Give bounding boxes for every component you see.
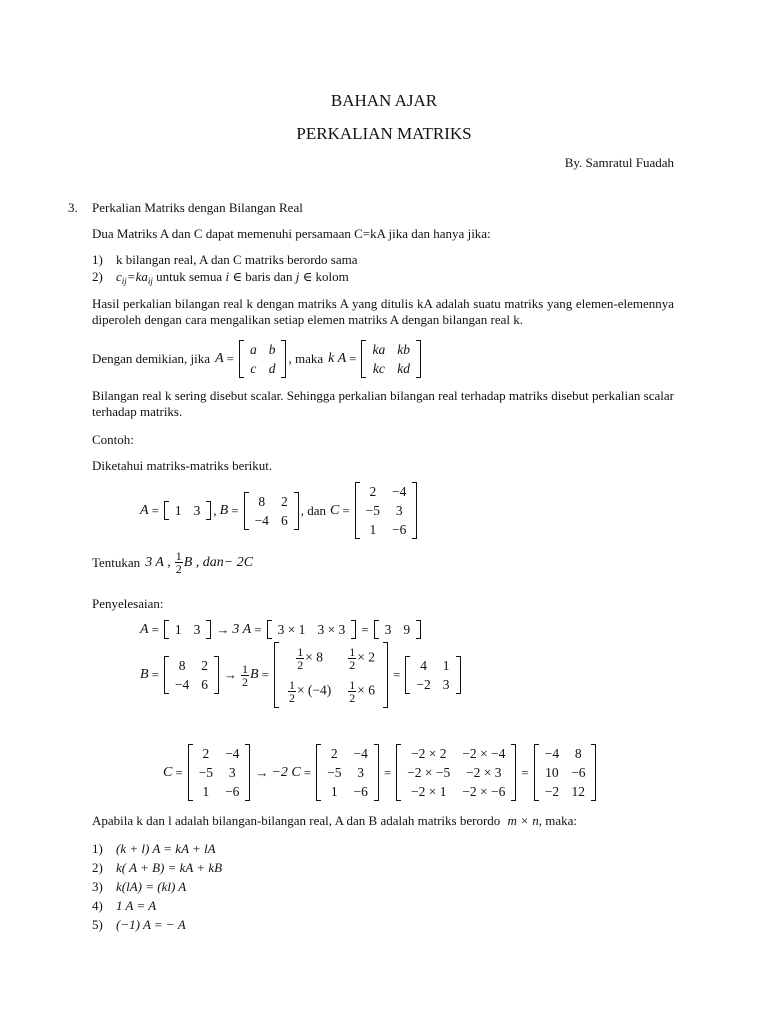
- property-item-5: [92, 917, 186, 933]
- property-formula: k(lA) = (kl) A: [116, 879, 187, 894]
- apabila-text: Apabila k dan l adalah bilangan-bilangan real, A dan B adalah matriks berordo: [92, 813, 501, 828]
- demikian-text: Dengan demikian, jika: [92, 351, 211, 366]
- matrix-half-b-steps: $\frac{1}{2}$ × 8 $\frac{1}{2}$ × 2 $\frac{1}{2}$ × (−4) $\frac{1}{2}$ × 6: [274, 642, 388, 708]
- matrix-ka-general: ka kb kc kd: [361, 340, 421, 378]
- property-formula: (−1) A = − A: [116, 917, 186, 932]
- matrix-minus-2c-steps: −2 × 2 −2 × −4 −2 × −5 −2 × 3 −2 × 1 −2 × −6: [396, 744, 516, 801]
- given-matrices: A = 1 3 , B = 8 2 −4 6 , dan C = 2 −4 −5 3 1 −6: [140, 482, 419, 539]
- matrix-a-general: a b c d: [239, 340, 287, 378]
- solution-minus-2c: C = 2 −4 −5 3 1 −6 → −2 C = 2 −4 −5 3 1 −6 = −2 × 2 −2 × −4 −2 × −5 −2 × 3 −2 × 1 −2 × −6 = −4 8 10 −6 −2 12: [163, 744, 598, 801]
- property-item-2: [92, 860, 223, 876]
- condition-item-1: [92, 252, 358, 268]
- property-item-3: [92, 879, 187, 895]
- condition-text-a: untuk semua: [156, 269, 223, 284]
- index-i: i: [225, 269, 230, 284]
- property-number: 5): [92, 917, 103, 932]
- property-item-4: [92, 898, 157, 914]
- intro-text: Dua Matriks A dan C dapat memenuhi persamaan C=kA jika dan hanya jika:: [92, 226, 491, 241]
- contoh-label: Contoh:: [92, 432, 134, 447]
- property-number: 4): [92, 898, 103, 913]
- property-formula: 1 A = A: [116, 898, 157, 913]
- solution-3a: A = 1 3 → 3 A = 3 × 1 3 × 3 = 3 9: [140, 620, 423, 639]
- matrix-c-solution: 2 −4 −5 3 1 −6: [188, 744, 251, 801]
- apabila-end: , maka:: [538, 813, 577, 828]
- matrix-b-solution: 8 2 −4 6: [164, 656, 219, 694]
- property-number: 1): [92, 841, 103, 856]
- dan-text: , dan: [300, 502, 326, 518]
- property-item-1: [92, 841, 216, 857]
- matrix-a: 1 3: [164, 501, 212, 520]
- maka-text: , maka: [288, 351, 324, 366]
- property-formula: k( A + B) = kA + kB: [116, 860, 223, 875]
- matrix-3a-steps: 3 × 1 3 × 3: [267, 620, 357, 639]
- apabila-line: Apabila k dan l adalah bilangan-bilangan real, A dan B adalah matriks berordo m × n, maka:: [92, 813, 577, 828]
- property-number: 2): [92, 860, 103, 875]
- matrix-minus-2c-result: −4 8 10 −6 −2 12: [534, 744, 597, 801]
- matrix-b: 8 2 −4 6: [244, 492, 299, 530]
- document-subtitle: PERKALIAN MATRIKS: [296, 124, 472, 143]
- condition-text-b: baris dan: [245, 269, 293, 284]
- condition-item-2: 2) $c_{ij}=ka_{ij}$ untuk semua i ∈ baris dan j ∈ kolom: [92, 269, 349, 286]
- matrix-c: 2 −4 −5 3 1 −6: [355, 482, 418, 539]
- task-line: Tentukan 3 A , $\frac{1}{2}$ B , dan− 2C: [92, 549, 254, 576]
- condition-number: 2): [92, 269, 103, 284]
- property-number: 3): [92, 879, 103, 894]
- diketahui-text: Diketahui matriks-matriks berikut.: [92, 458, 273, 473]
- tentukan-text: Tentukan: [92, 554, 141, 570]
- section-heading: Perkalian Matriks dengan Bilangan Real: [92, 200, 303, 215]
- formula-cij: $c_{ij}=ka_{ij}$: [116, 269, 153, 286]
- section-number: 3.: [68, 200, 78, 215]
- property-formula: (k + l) A = kA + lA: [116, 841, 216, 856]
- solution-half-b: B = 8 2 −4 6 → $\frac{1}{2}$ B = $\frac{1}{2}$ × 8 $\frac{1}{2}$ × 2 $\frac{1}{2}$ × (−4) $\frac{1}{2}$ × 6 = 4 1 −2 3: [140, 642, 463, 708]
- document-title: BAHAN AJAR: [330, 91, 438, 110]
- matrix-half-b-result: 4 1 −2 3: [405, 656, 460, 694]
- index-j: j: [295, 269, 300, 284]
- matrix-c-copy: 2 −4 −5 3 1 −6: [316, 744, 379, 801]
- condition-number: 1): [92, 252, 103, 267]
- matrix-a-solution: 1 3: [164, 620, 212, 639]
- condition-text: k bilangan real, A dan C matriks berordo sama: [116, 252, 358, 267]
- matrix-3a-result: 3 9: [374, 620, 422, 639]
- penyelesaian-label: Penyelesaian:: [92, 596, 164, 611]
- example-general-formula: Dengan demikian, jika A = a b c d , maka k A = ka kb kc kd: [92, 340, 423, 378]
- paragraph-definition: Hasil perkalian bilangan real k dengan matriks A yang ditulis kA adalah suatu matriks yang elemen-elemennya diperoleh dengan cara mengalikan setiap elemen matriks A dengan bilangan real k.: [92, 296, 674, 327]
- condition-text-c: kolom: [315, 269, 349, 284]
- author-line: By. Samratul Fuadah: [564, 155, 674, 170]
- paragraph-scalar: Bilangan real k sering disebut scalar. Sehingga perkalian bilangan real terhadap matriks disebut perkalian scalar terhadap matriks.: [92, 388, 674, 419]
